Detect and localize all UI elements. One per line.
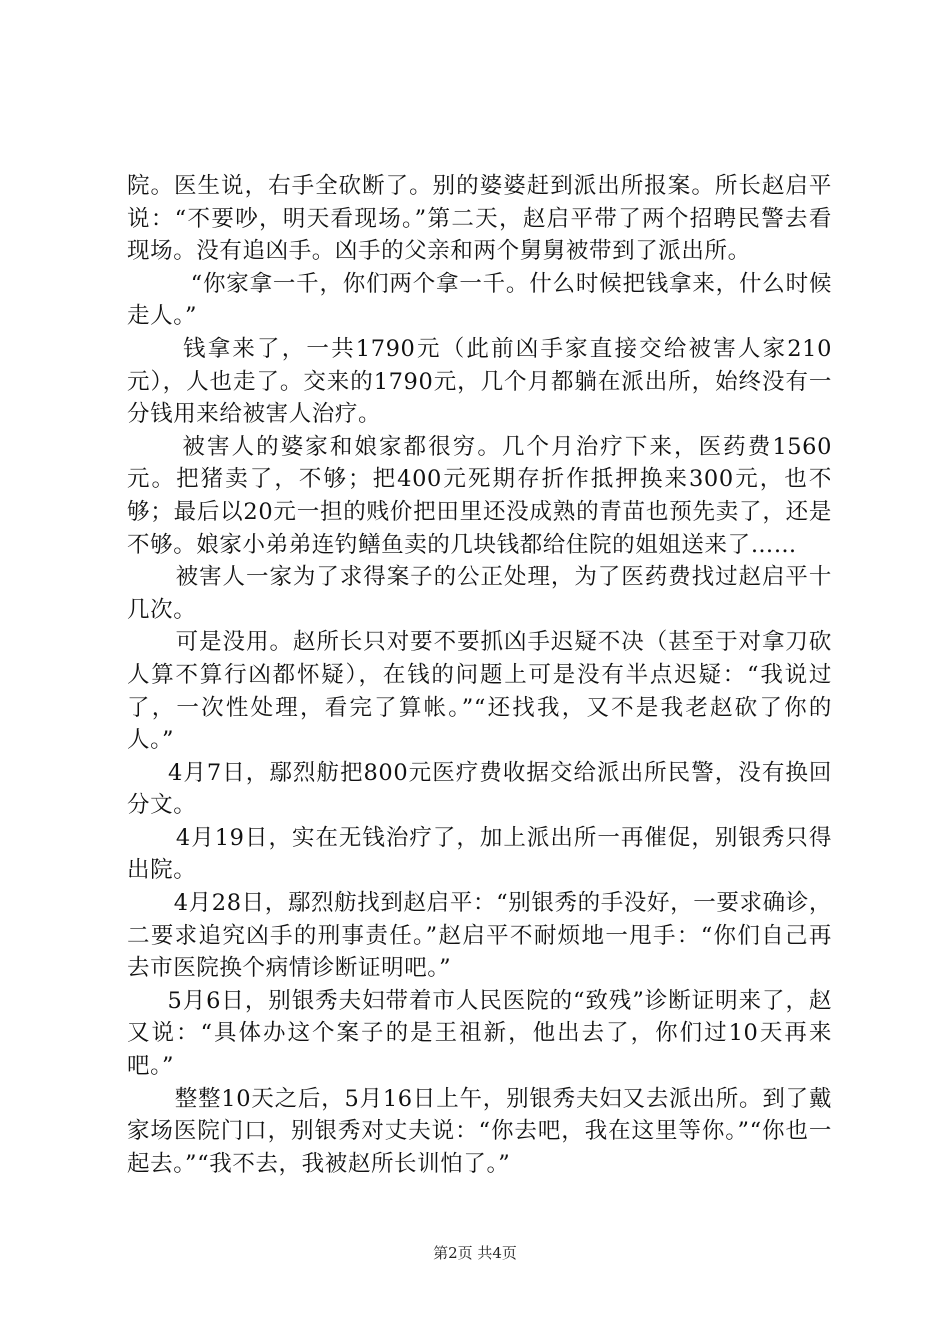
- paragraph: 被害人的婆家和娘家都很穷。几个月治疗下来，医药费1560元。把猪卖了，不够；把400元死期存折作抵押换来300元，也不够；最后以20元一担的贱价把田里还没成熟的青苗也预先卖了，还是不够。娘家小弟弟连钓鳝鱼卖的几块钱都给住院的姐姐送来了……: [127, 433, 833, 558]
- paragraph: 院。医生说，右手全砍断了。别的婆婆赶到派出所报案。所长赵启平说：“不要吵，明天看现场。”第二天，赵启平带了两个招聘民警去看现场。没有追凶手。凶手的父亲和两个舅舅被带到了派出所。: [127, 173, 832, 265]
- paragraph: 被害人一家为了求得案子的公正处理，为了医药费找过赵启平十几次。: [127, 564, 832, 623]
- paragraph: 4月7日，鄢烈舫把800元医疗费收据交给派出所民警，没有换回分文。: [127, 759, 833, 819]
- paragraph: 4月19日，实在无钱治疗了，加上派出所一再催促，别银秀只得出院。: [127, 824, 832, 884]
- paragraph: 整整10天之后，5月16日上午，别银秀夫妇又去派出所。到了戴家场医院门口，别银秀对丈夫说：“你去吧，我在这里等你。”“你也一起去。”“我不去，我被赵所长训怕了。”: [127, 1085, 833, 1177]
- paragraph: 5月6日，别银秀夫妇带着市人民医院的“致残”诊断证明来了，赵又说：“具体办这个案子的是王祖新，他出去了，你们过10天再来吧。”: [127, 987, 832, 1080]
- page-number: 第2页 共4页: [433, 1244, 517, 1262]
- paragraph: 可是没用。赵所长只对要不要抓凶手迟疑不决（甚至于对拿刀砍人算不算行凶都怀疑），在钱的问题上可是没有半点迟疑：“我说过了，一次性处理，看完了算帐。”“还找我，又不是我老赵砍了你的人。”: [127, 629, 832, 754]
- paragraph: 4月28日，鄢烈舫找到赵启平：“别银秀的手没好，一要求确诊，二要求追究凶手的刑事责任。”赵启平不耐烦地一甩手：“你们自己再去市医院换个病情诊断证明吧。”: [127, 890, 833, 982]
- paragraph: “你家拿一千，你们两个拿一千。什么时候把钱拿来，什么时候走人。”: [127, 270, 832, 330]
- page-footer: [0, 1243, 950, 1263]
- body-text: [127, 170, 832, 1180]
- paragraph: 钱拿来了，一共1790元（此前凶手家直接交给被害人家210元），人也走了。交来的1790元，几个月都躺在派出所，始终没有一分钱用来给被害人治疗。: [127, 335, 833, 428]
